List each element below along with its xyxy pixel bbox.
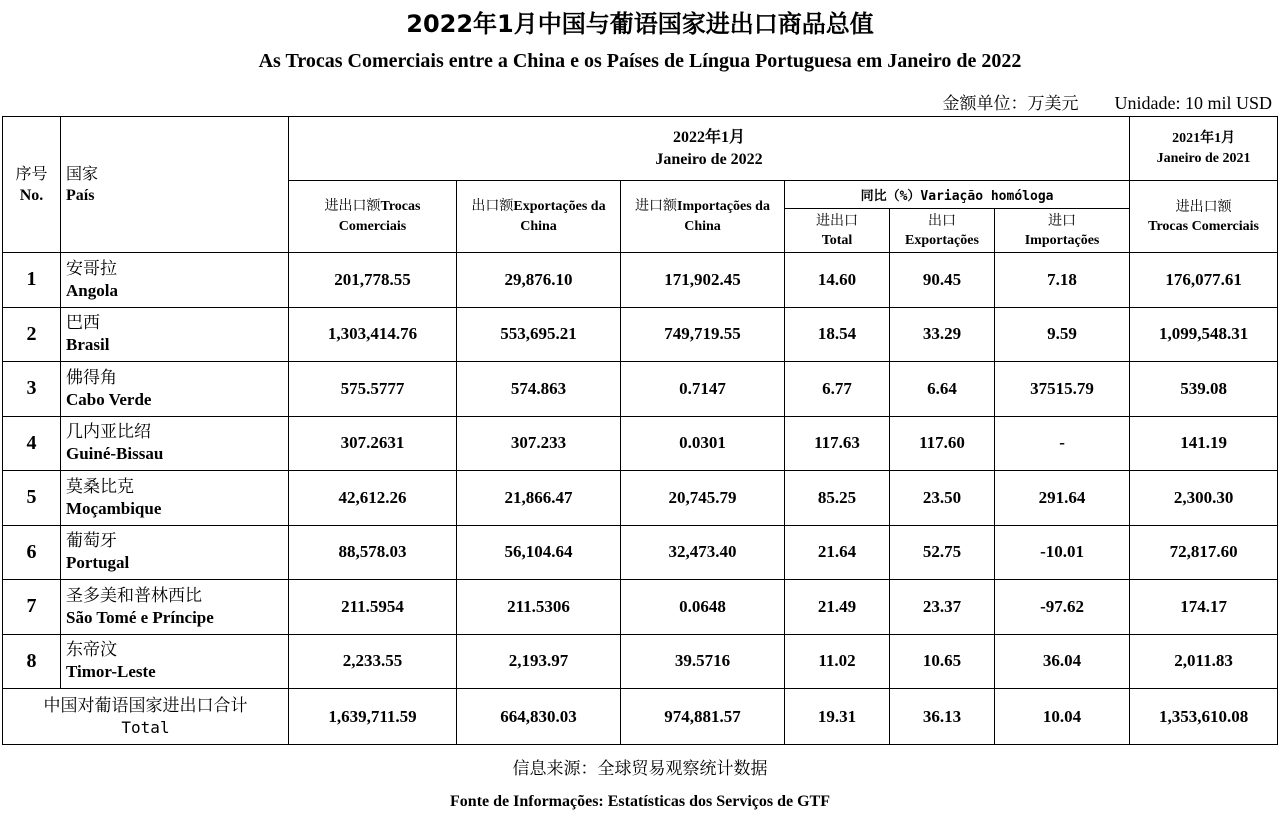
country-name — [61, 525, 289, 580]
total-import: 974,881.57 — [621, 689, 785, 745]
table-row — [3, 253, 1278, 308]
cell-yoy-import: -10.01 — [995, 525, 1130, 580]
cell-yoy-export: 90.45 — [890, 253, 995, 308]
table-row — [3, 362, 1278, 417]
country-name-pt: Guiné-Bissau — [66, 444, 164, 464]
data-rows — [3, 253, 1278, 689]
country-name-pt: Portugal — [66, 553, 130, 573]
cell-export: 574.863 — [457, 362, 621, 417]
total-row — [3, 689, 1278, 745]
cell-export: 211.5306 — [457, 580, 621, 635]
country-name-zh: 圣多美和普林西比 — [66, 585, 202, 606]
country-name — [61, 634, 289, 689]
header-import-pt-a: Importações da — [677, 199, 770, 214]
header-export-zh: 出口额 — [471, 198, 514, 214]
header-trade-pt-b: Comerciais — [338, 219, 407, 234]
cell-trade: 42,612.26 — [289, 471, 457, 526]
cell-trade: 307.2631 — [289, 416, 457, 471]
header-period-2021 — [1130, 117, 1278, 181]
row-number: 7 — [3, 580, 61, 635]
header-trade-pt-a: Trocas — [380, 199, 421, 214]
country-name-zh: 几内亚比绍 — [66, 422, 151, 443]
total-label — [3, 689, 289, 745]
unit-note — [943, 89, 1273, 114]
country-name-zh: 东帝汶 — [66, 640, 117, 661]
country-name-pt: Cabo Verde — [66, 389, 152, 409]
cell-export: 21,866.47 — [457, 471, 621, 526]
cell-yoy-total: 6.77 — [785, 362, 890, 417]
country-name-pt: São Tomé e Príncipe — [66, 607, 214, 627]
cell-yoy-total: 18.54 — [785, 307, 890, 362]
total-trade-2021: 1,353,610.08 — [1130, 689, 1278, 745]
country-name-pt: Timor-Leste — [66, 662, 156, 682]
country-name — [61, 307, 289, 362]
header-trade-zh: 进出口额 — [324, 198, 381, 214]
page-subtitle: As Trocas Comerciais entre a China e os Países de Língua Portuguesa em Janeiro de 2022 — [258, 50, 1022, 72]
cell-export: 56,104.64 — [457, 525, 621, 580]
table-row — [3, 471, 1278, 526]
source-note-zh: 信息来源：全球贸易观察统计数据 — [512, 759, 768, 779]
header-import-zh: 进口额 — [635, 198, 678, 214]
cell-yoy-export: 117.60 — [890, 416, 995, 471]
cell-import: 0.0301 — [621, 416, 785, 471]
header-no — [3, 117, 61, 253]
cell-import: 749,719.55 — [621, 307, 785, 362]
country-name-zh: 佛得角 — [66, 367, 117, 388]
table-row — [3, 525, 1278, 580]
cell-yoy-export: 52.75 — [890, 525, 995, 580]
country-name — [61, 362, 289, 417]
country-name-pt: Angola — [66, 280, 118, 300]
header-yoy-export-zh: 出口 — [928, 212, 956, 229]
header-yoy-import-zh: 进口 — [1048, 212, 1077, 229]
unit-pt: Unidade: 10 mil USD — [1114, 93, 1272, 113]
cell-yoy-import: -97.62 — [995, 580, 1130, 635]
cell-trade-2021: 141.19 — [1130, 416, 1278, 471]
header-import — [621, 181, 785, 253]
header-period-2022-pt: Janeiro de 2022 — [655, 150, 763, 168]
header-import-pt-b: China — [684, 219, 721, 234]
row-number: 1 — [3, 253, 61, 308]
header-country-pt: País — [66, 186, 95, 204]
country-name-zh: 莫桑比克 — [66, 476, 134, 497]
country-name — [61, 416, 289, 471]
trade-table — [2, 116, 1278, 745]
total-trade: 1,639,711.59 — [289, 689, 457, 745]
total-label-pt: Total — [121, 717, 170, 737]
total-yoy-total: 19.31 — [785, 689, 890, 745]
country-name — [61, 253, 289, 308]
country-name-zh: 葡萄牙 — [66, 531, 117, 552]
row-number: 5 — [3, 471, 61, 526]
cell-export: 2,193.97 — [457, 634, 621, 689]
header-yoy-import-pt: Importações — [1024, 232, 1100, 248]
cell-yoy-import: - — [995, 416, 1130, 471]
header-export — [457, 181, 621, 253]
header-trade — [289, 181, 457, 253]
cell-trade: 2,233.55 — [289, 634, 457, 689]
cell-export: 553,695.21 — [457, 307, 621, 362]
cell-yoy-export: 33.29 — [890, 307, 995, 362]
cell-import: 39.5716 — [621, 634, 785, 689]
cell-yoy-total: 85.25 — [785, 471, 890, 526]
cell-yoy-import: 291.64 — [995, 471, 1130, 526]
cell-trade-2021: 2,011.83 — [1130, 634, 1278, 689]
cell-yoy-export: 23.50 — [890, 471, 995, 526]
header-yoy-import — [995, 209, 1130, 253]
header-period-2022-zh: 2022年1月 — [673, 128, 746, 146]
total-label-zh: 中国对葡语国家进出口合计 — [43, 695, 248, 716]
cell-yoy-total: 21.49 — [785, 580, 890, 635]
cell-yoy-export: 23.37 — [890, 580, 995, 635]
cell-import: 0.0648 — [621, 580, 785, 635]
row-number: 2 — [3, 307, 61, 362]
header-period-2022 — [289, 117, 1130, 181]
header-country-zh: 国家 — [66, 163, 99, 183]
cell-yoy-import: 9.59 — [995, 307, 1130, 362]
country-name — [61, 471, 289, 526]
header-no-zh: 序号 — [15, 163, 48, 183]
country-name — [61, 580, 289, 635]
unit-zh: 金额单位：万美元 — [942, 94, 1079, 114]
total-yoy-export: 36.13 — [890, 689, 995, 745]
table-row — [3, 580, 1278, 635]
table-row — [3, 416, 1278, 471]
cell-trade-2021: 539.08 — [1130, 362, 1278, 417]
header-yoy: 同比（%）Variação homóloga — [785, 181, 1130, 209]
header-yoy-total-pt: Total — [821, 232, 853, 248]
cell-export: 307.233 — [457, 416, 621, 471]
cell-trade-2021: 1,099,548.31 — [1130, 307, 1278, 362]
header-country — [61, 117, 289, 253]
country-name-pt: Brasil — [66, 335, 110, 355]
cell-trade: 201,778.55 — [289, 253, 457, 308]
header-yoy-export-pt: Exportações — [905, 232, 979, 248]
cell-yoy-total: 117.63 — [785, 416, 890, 471]
cell-yoy-total: 11.02 — [785, 634, 890, 689]
header-no-pt: No. — [19, 186, 44, 204]
header-period-2021-zh: 2021年1月 — [1172, 130, 1236, 146]
row-number: 8 — [3, 634, 61, 689]
cell-trade-2021: 176,077.61 — [1130, 253, 1278, 308]
cell-trade: 88,578.03 — [289, 525, 457, 580]
total-export: 664,830.03 — [457, 689, 621, 745]
cell-import: 20,745.79 — [621, 471, 785, 526]
cell-trade: 1,303,414.76 — [289, 307, 457, 362]
country-name-pt: Moçambique — [66, 498, 162, 518]
page-title: 2022年1月中国与葡语国家进出口商品总值 — [406, 10, 874, 38]
cell-import: 0.7147 — [621, 362, 785, 417]
cell-trade: 575.5777 — [289, 362, 457, 417]
table-row — [3, 634, 1278, 689]
cell-yoy-import: 7.18 — [995, 253, 1130, 308]
row-number: 4 — [3, 416, 61, 471]
cell-yoy-total: 14.60 — [785, 253, 890, 308]
header-trade-2021-zh: 进出口额 — [1175, 198, 1232, 215]
source-note-pt: Fonte de Informações: Estatísticas dos Serviços de GTF — [450, 793, 830, 810]
header-yoy-export — [890, 209, 995, 253]
country-name-zh: 安哥拉 — [66, 258, 117, 279]
cell-trade: 211.5954 — [289, 580, 457, 635]
cell-yoy-import: 37515.79 — [995, 362, 1130, 417]
header-yoy-total — [785, 209, 890, 253]
header-export-pt-a: Exportações da — [513, 199, 606, 214]
header-trade-2021-pt: Trocas Comerciais — [1148, 218, 1259, 234]
cell-trade-2021: 2,300.30 — [1130, 471, 1278, 526]
country-name-zh: 巴西 — [66, 313, 100, 334]
cell-yoy-import: 36.04 — [995, 634, 1130, 689]
table-row — [3, 307, 1278, 362]
cell-yoy-export: 10.65 — [890, 634, 995, 689]
row-number: 3 — [3, 362, 61, 417]
header-period-2021-pt: Janeiro de 2021 — [1156, 150, 1251, 166]
cell-import: 32,473.40 — [621, 525, 785, 580]
total-yoy-import: 10.04 — [995, 689, 1130, 745]
cell-trade-2021: 72,817.60 — [1130, 525, 1278, 580]
header-row-1 — [3, 117, 1278, 181]
header-trade-2021 — [1130, 181, 1278, 253]
row-number: 6 — [3, 525, 61, 580]
cell-export: 29,876.10 — [457, 253, 621, 308]
cell-yoy-total: 21.64 — [785, 525, 890, 580]
cell-yoy-export: 6.64 — [890, 362, 995, 417]
cell-import: 171,902.45 — [621, 253, 785, 308]
cell-trade-2021: 174.17 — [1130, 580, 1278, 635]
header-yoy-total-zh: 进出口 — [816, 212, 858, 229]
header-export-pt-b: China — [520, 219, 557, 234]
